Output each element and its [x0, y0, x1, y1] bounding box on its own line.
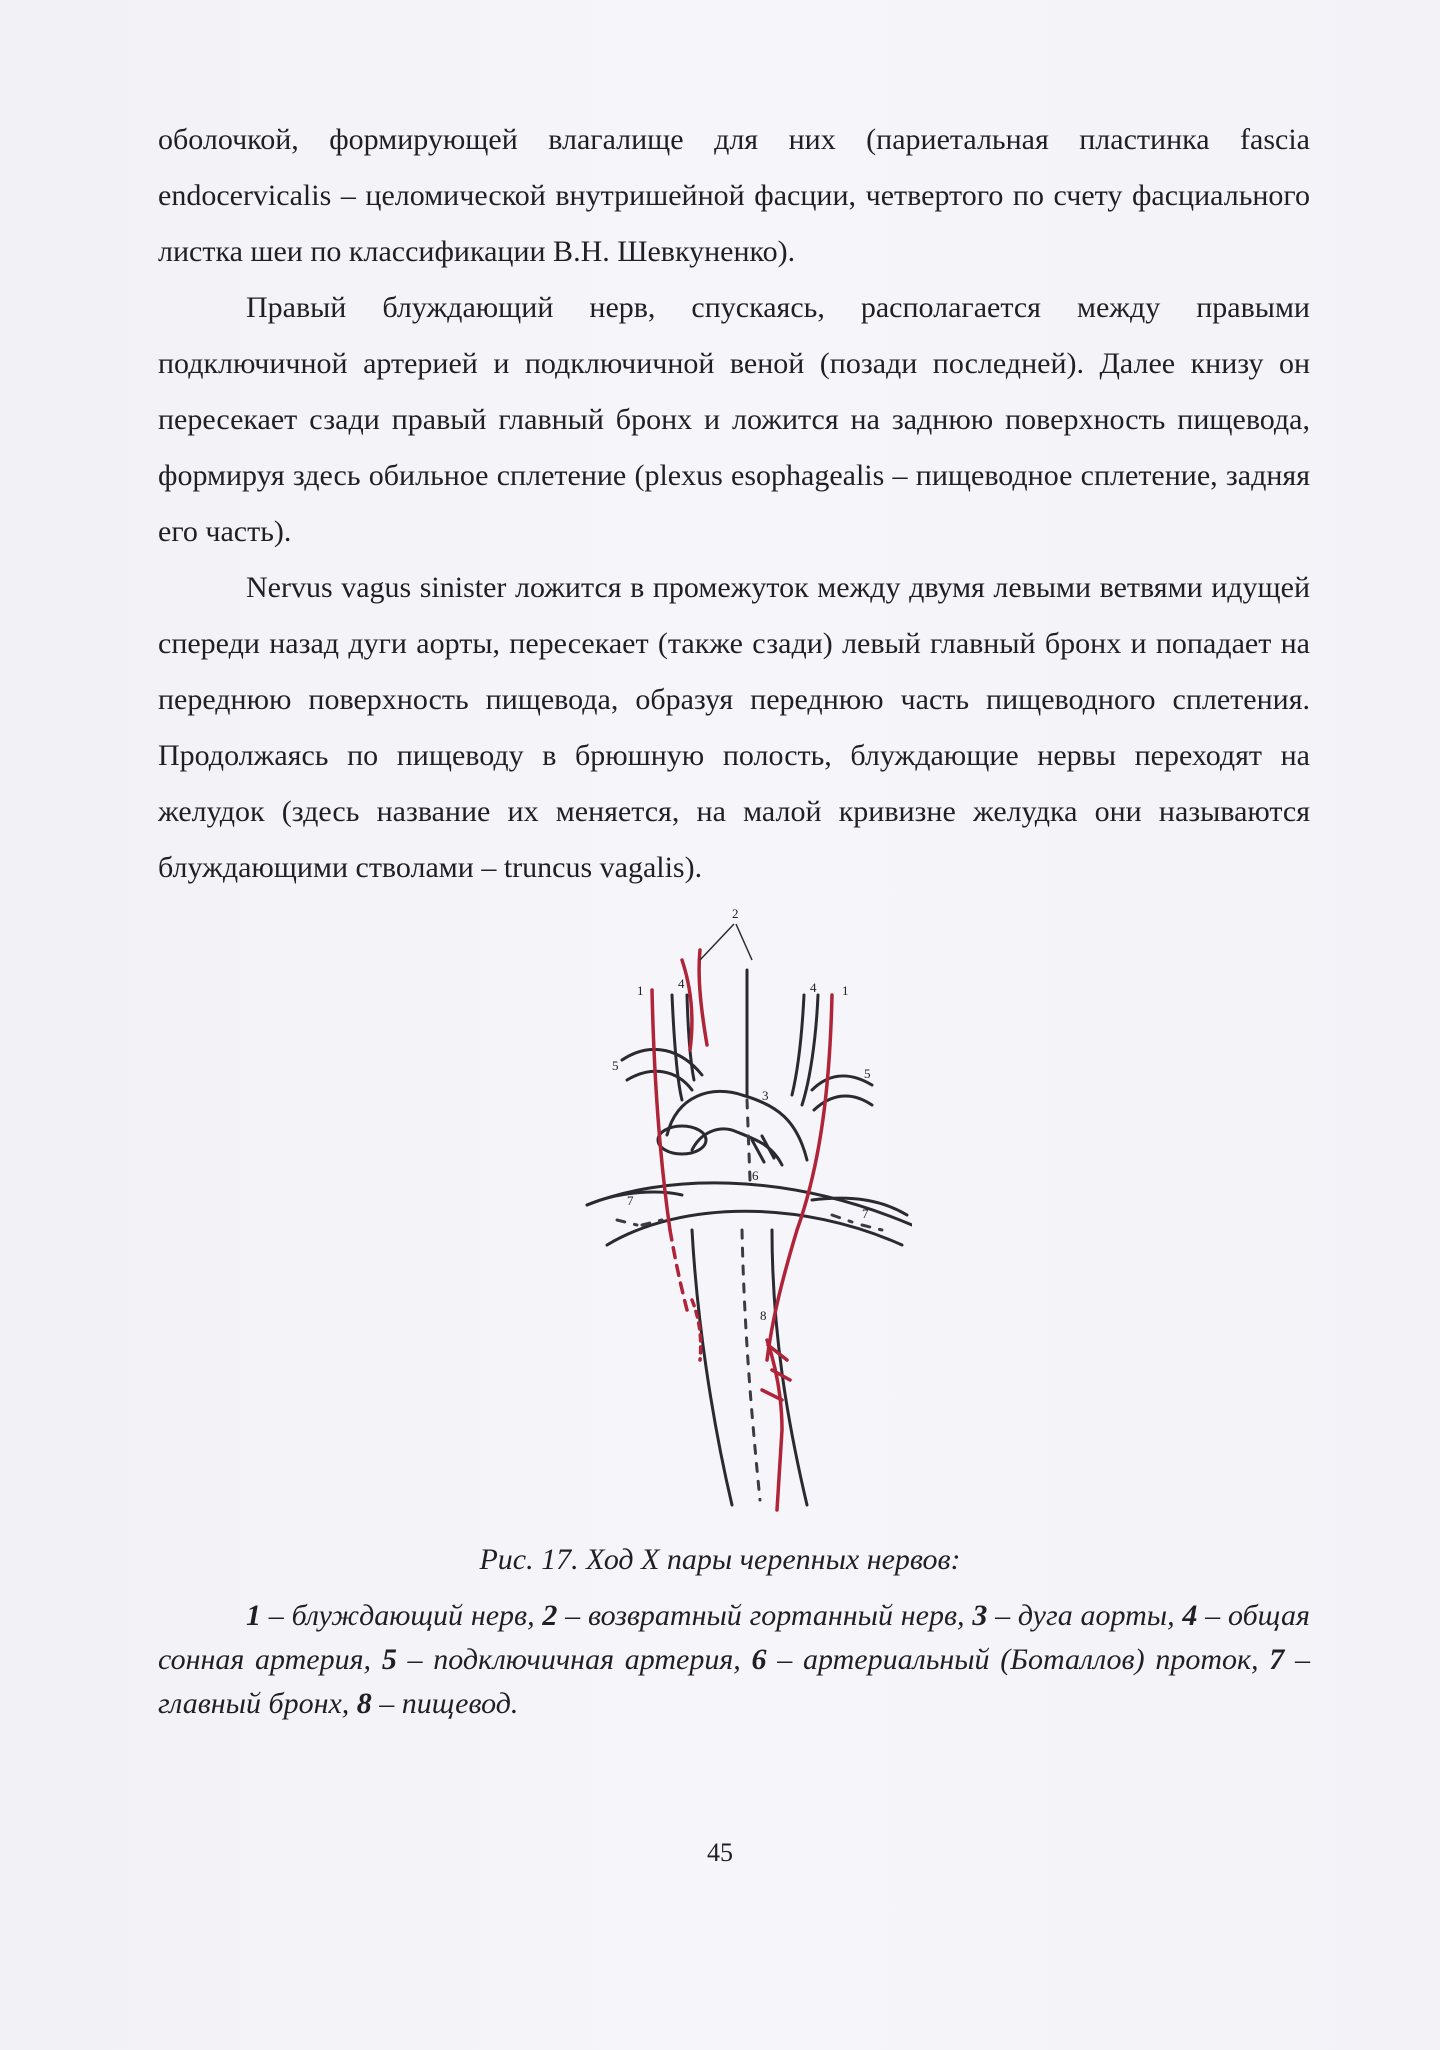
paragraph-2: Правый блуждающий нерв, спускаясь, располагается между правыми подключичной артерией и подключичной веной (позади последней). Далее книзу он пересекает сзади правый главный бронх и ложится на заднюю поверхность пищевода, формируя здесь обильное сплетение (plexus esophagealis – пищеводное сплетение, задняя его часть). [158, 291, 1310, 548]
label-1-right: 1 [842, 983, 849, 998]
paragraph-1: оболочкой, формирующей влагалище для них (париетальная пластинка fascia endocervicalis – целомической внутришейной фасции, четвертого по счету фасциального листка шеи по классификации В.Н. Шевкуненко). [158, 123, 1310, 268]
esophagus-right [772, 1230, 807, 1505]
legend-text-8: – пищевод. [371, 1687, 519, 1720]
page-number: 45 [707, 1838, 733, 1867]
right-vagus-dashed [670, 1230, 687, 1310]
body-text [158, 112, 1310, 896]
bronchus-lower [607, 1211, 902, 1245]
legend-text-2: – возвратный гортанный нерв, [557, 1599, 973, 1632]
legend-num-1: 1 [246, 1599, 261, 1632]
esophagus-dashed [742, 1230, 760, 1500]
left-carotid-outline [672, 995, 682, 1100]
legend-text-3: – дуга аорты, [987, 1599, 1183, 1632]
legend-text-4: – общая сонная артерия, [158, 1599, 1310, 1676]
label-3: 3 [762, 1088, 769, 1103]
figure-caption-title: Рис. 17. Ход Х пары черепных нервов: [479, 1543, 961, 1576]
label-7-left: 7 [627, 1193, 634, 1208]
left-subclavian-2 [627, 1071, 692, 1090]
label-6: 6 [752, 1168, 759, 1183]
figure-legend [158, 1594, 1310, 1726]
paragraph-3: Nervus vagus sinister ложится в промежуток между двумя левыми ветвями идущей спереди назад дуги аорты, пересекает (также сзади) левый главный бронх и попадает на переднюю поверхность пищевода, образуя переднюю часть пищеводного сплетения. Продолжаясь по пищеводу в брюшную полость, блуждающие нервы переходят на желудок (здесь название их меняется, на малой кривизне желудка они называются блуждающими стволами – truncus vagalis). [158, 571, 1310, 884]
legend-text-1: – блуждающий нерв, [261, 1599, 543, 1632]
legend-num-3: 3 [972, 1599, 988, 1632]
esophagus-left [692, 1230, 732, 1505]
label-1-left: 1 [637, 983, 644, 998]
figure-vagus-nerve-diagram [582, 900, 912, 1520]
label-4-left: 4 [678, 976, 685, 991]
legend-num-7: 7 [1269, 1643, 1285, 1676]
right-subclavian [812, 1076, 872, 1090]
legend-num-6: 6 [751, 1643, 767, 1676]
right-carotid-outline [792, 995, 804, 1095]
legend-num-8: 8 [356, 1687, 372, 1720]
label-2: 2 [732, 906, 739, 921]
label-5-right: 5 [864, 1066, 871, 1081]
legend-text-6: – артериальный (Боталлов) проток, [766, 1643, 1270, 1676]
label-7-right: 7 [862, 1206, 869, 1221]
legend-num-2: 2 [542, 1599, 558, 1632]
legend-num-4: 4 [1182, 1599, 1198, 1632]
anatomical-drawing [582, 900, 912, 1520]
trachea-dashed [747, 1100, 750, 1180]
label-5-left: 5 [612, 1058, 619, 1073]
recurrent-laryngeal-left [699, 950, 707, 1045]
legend-num-5: 5 [381, 1643, 397, 1676]
legend-text-7: – главный бронх, [158, 1643, 1311, 1720]
legend-text-5: – подключичная артерия, [396, 1643, 752, 1676]
label-4-right: 4 [810, 980, 817, 995]
label-8: 8 [760, 1308, 767, 1323]
